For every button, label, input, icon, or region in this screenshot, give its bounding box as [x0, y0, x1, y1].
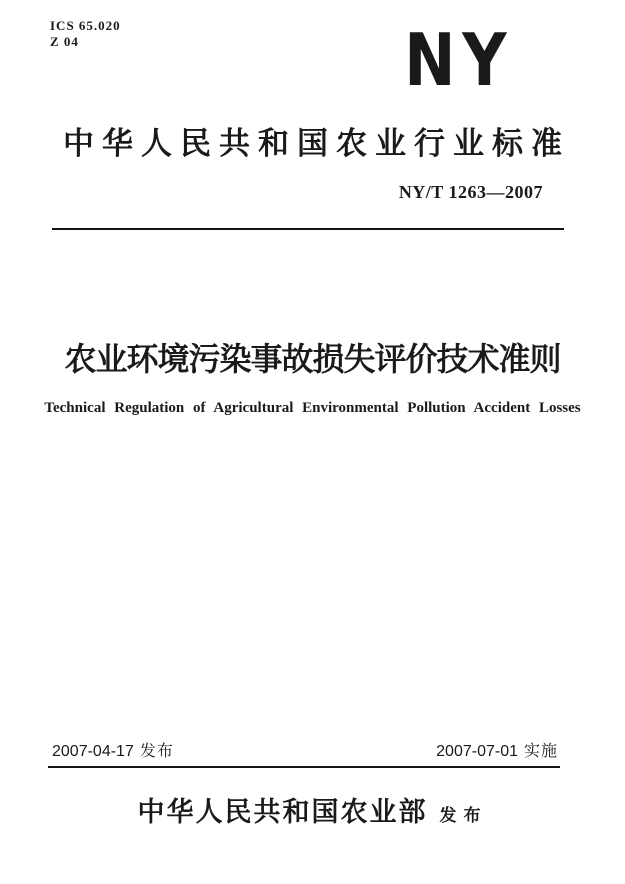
document-title-zh: 农业环境污染事故损失评价技术准则 [64, 341, 561, 377]
implement-label: 实施 [523, 743, 558, 760]
issue-date: 2007-04-17 [52, 743, 134, 760]
implement-date: 2007-07-01 [436, 743, 518, 760]
standard-number: NY/T 1263—2007 [398, 182, 543, 202]
publisher-name: 中华人民共和国农业部 [137, 797, 428, 827]
ics-code: ICS 65.020 [50, 18, 121, 33]
dates-row [48, 742, 560, 768]
issue-label: 发布 [139, 743, 174, 760]
publisher-label: 发布 [439, 806, 488, 825]
implement-date-group [436, 742, 558, 761]
ics-block [50, 18, 121, 50]
publisher-line [0, 790, 625, 829]
document-title-en: Technical Regulation of Agricultural Environmental Pollution Accident Losses [44, 400, 581, 416]
issue-date-group [52, 742, 174, 761]
standard-type-heading: 中华人民共和国农业行业标准 [63, 126, 570, 161]
classification-code: Z 04 [50, 34, 79, 49]
header-rule [52, 228, 564, 230]
ny-logo: NY [403, 18, 513, 102]
